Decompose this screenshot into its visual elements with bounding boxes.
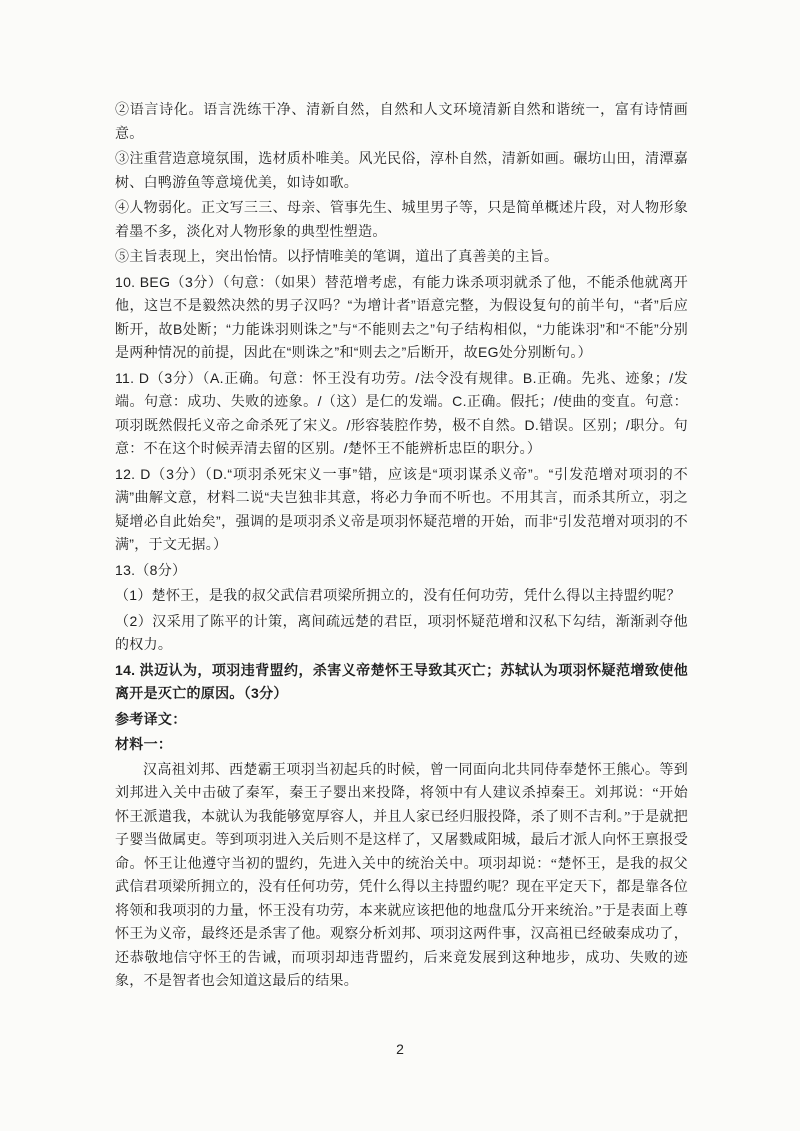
answer-13-part1: （1）楚怀王，是我的叔父武信君项梁所拥立的，没有任何功劳，凭什么得以主持盟约呢？	[115, 587, 681, 603]
point-3-mood: ③注重营造意境氛围，选材质朴唯美。风光民俗，淳朴自然，清新如画。碾坊山田，清潭嘉树、白鸭游鱼等意境优美，如诗如歌。	[115, 150, 688, 190]
answer-14: 14. 洪迈认为，项羽违背盟约，杀害义帝楚怀王导致其灭亡；苏轼认为项羽怀疑范增致使他离开是灭亡的原因。（3分）	[115, 661, 688, 701]
document-body	[115, 98, 688, 994]
point-4-characters: ④人物弱化。正文写三三、母亲、管事先生、城里男子等，只是简单概述片段，对人物形象着墨不多，淡化对人物形象的典型性塑造。	[115, 199, 688, 239]
material-1-heading: 材料一：	[115, 736, 173, 752]
answer-13-header: 13.（8分）	[115, 561, 187, 578]
answer-13-part2: （2）汉采用了陈平的计策，离间疏远楚的君臣，项羽怀疑范增和汉私下勾结，渐渐剥夺他的权力。	[115, 612, 688, 652]
translation-paragraph: 汉高祖刘邦、西楚霸王项羽当初起兵的时候，曾一同面向北共同侍奉楚怀王熊心。等到刘邦进入关中击破了秦军，秦王子婴出来投降，将领中有人建议杀掉秦王。刘邦说：“开始怀王派遣我，本就认为我能够宽厚容人，并且人家已经归服投降，杀了则不吉利。”于是就把子婴当做属吏。等到项羽进入关后则不是这样了，又屠戮咸阳城，最后才派人向怀王禀报受命。怀王让他遵守当初的盟约，先进入关中的统治关中。项羽却说：“楚怀王，是我的叔父武信君项梁所拥立的，没有任何功劳，凭什么得以主持盟约呢？现在平定天下，都是靠各位将领和我项羽的力量，怀王没有功劳，本来就应该把他的地盘瓜分开来统治。”于是表面上尊怀王为义帝，最终还是杀害了他。观察分析刘邦、项羽这两件事，汉高祖已经破秦成功了，还恭敬地信守怀王的告诫，而项羽却违背盟约，后来竟发展到这种地步，成功、失败的迹象，不是智者也会知道这最后的结果。	[115, 762, 688, 989]
point-5-theme: ⑤主旨表现上，突出怡情。以抒情唯美的笔调，道出了真善美的主旨。	[115, 248, 559, 264]
answer-12: 12. D（3分）（D.“项羽杀死宋义一事”错，应该是“项羽谋杀义帝”。“引发范增对项羽的不满”曲解文意，材料二说“夫岂独非其意，将必力争而不听也。不用其言，而杀其所立，羽之疑增必自此始矣”，强调的是项羽杀义帝是项羽怀疑范增的开始，而非“引发范增对项羽的不满”，于文无据。）	[115, 465, 688, 552]
point-2-language: ②语言诗化。语言洗练干净、清新自然，自然和人文环境清新自然和谐统一，富有诗情画意。	[115, 101, 688, 141]
answer-10: 10. BEG（3分）（句意：（如果）替范增考虑，有能力诛杀项羽就杀了他，不能杀他就离开他，这岂不是毅然决然的男子汉吗？“为增计者”语意完整，为假设复句的前半句，“者”后应断开，故B处断；“力能诛羽则诛之”与“不能则去之”句子结构相似，“力能诛羽”和“不能”分别是两种情况的前提，因此在“则诛之”和“则去之”后断开，故EG处分别断句。）	[115, 273, 688, 360]
answer-11: 11. D（3分）（A.正确。句意：怀王没有功劳。/法令没有规律。B.正确。先兆、迹象；/发端。句意：成功、失败的迹象。/（这）是仁的发端。C.正确。假托；/使曲的变直。句意：项羽既然假托义帝之命杀死了宋义。/形容装腔作势，极不自然。D.错误。区别；/职分。句意：不在这个时候弄清去留的区别。/楚怀王不能辨析忠臣的职分。）	[115, 369, 688, 456]
reference-translation-heading: 参考译文：	[115, 710, 187, 727]
page-number: 2	[396, 1041, 404, 1057]
